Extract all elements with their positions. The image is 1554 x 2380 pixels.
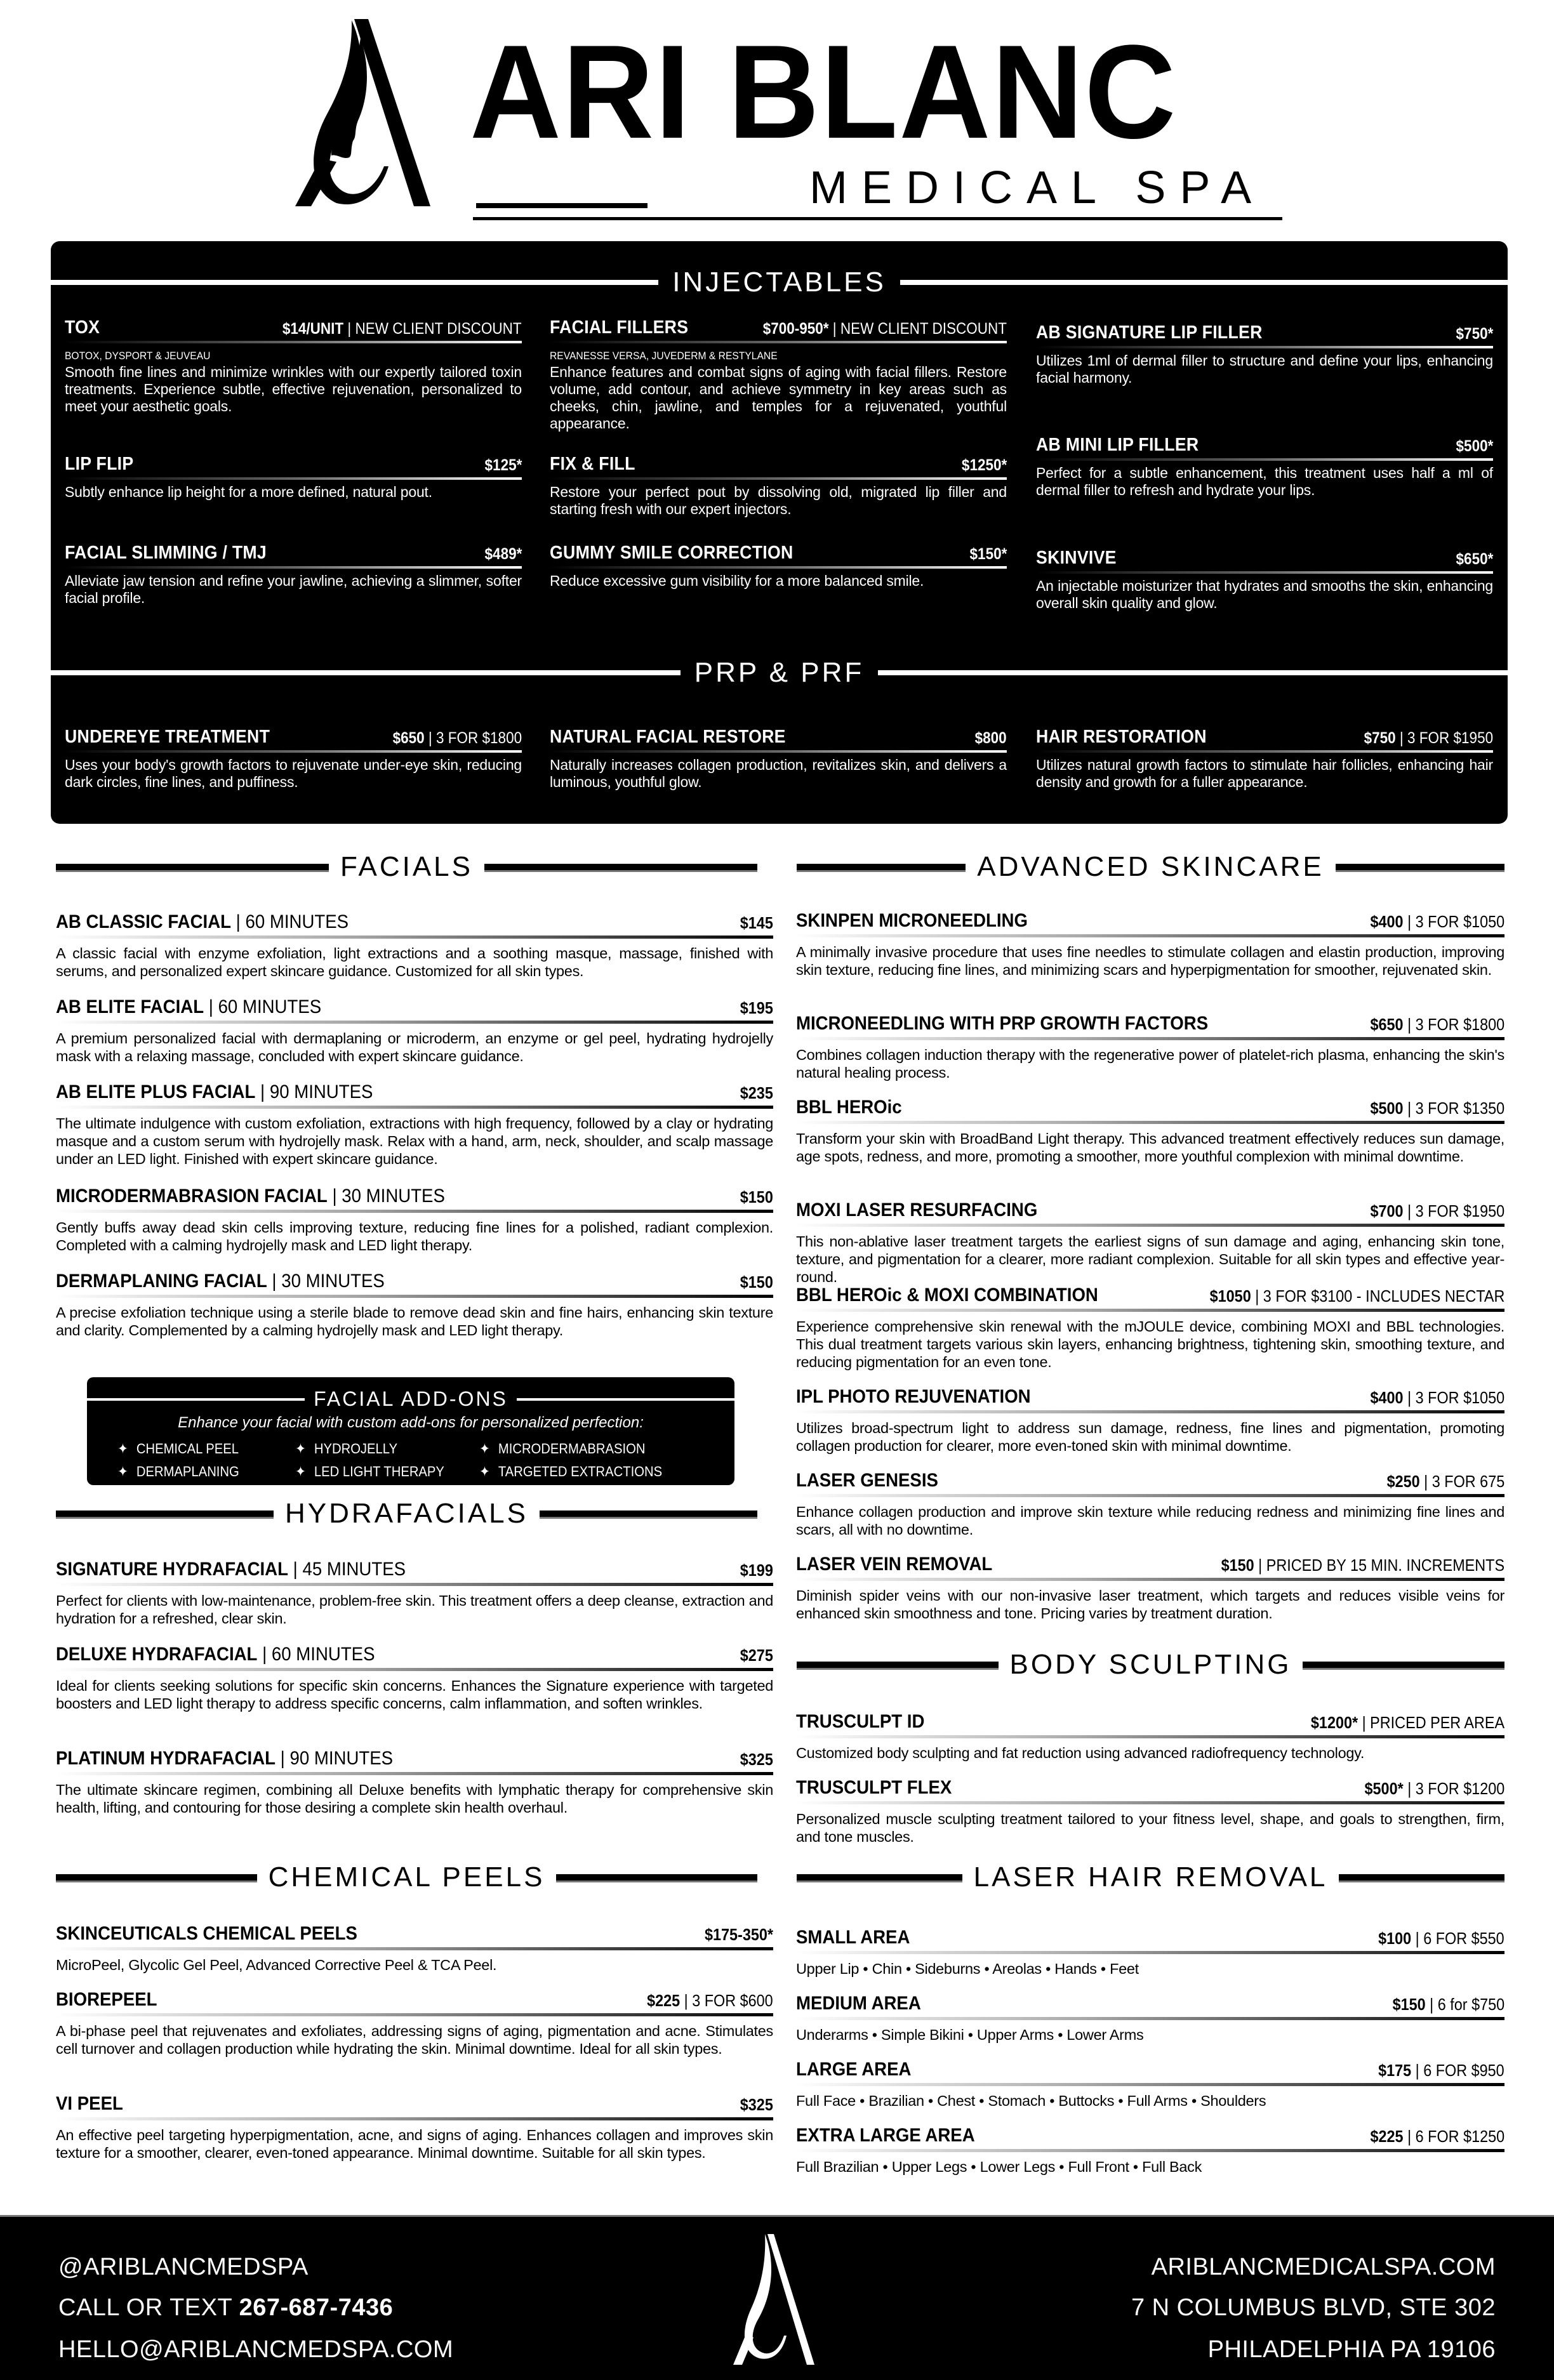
hydrafacials-heading: HYDRAFACIALS	[56, 1495, 757, 1533]
prp-heading: PRP & PRF	[51, 654, 1508, 692]
contact-footer	[0, 2215, 1554, 2380]
service-description: An effective peel targeting hyperpigmentation, acne, and signs of aging. Enhances collagen and improves skin texture for a smoother, clearer, even-toned appearance. Minimal downtime. Suitable for all skin types.	[56, 2127, 773, 2161]
service-brands: BOTOX, DYSPORT & JEUVEAU	[65, 350, 211, 362]
service-name: AB MINI LIP FILLER	[1036, 435, 1199, 455]
service-price: $175 | 6 FOR $950	[1378, 2061, 1504, 2080]
divider	[900, 280, 1508, 285]
divider	[878, 670, 1508, 675]
service-price: $150 | PRICED BY 15 MIN. INCREMENTS	[1221, 1556, 1504, 1575]
service-item	[56, 911, 773, 980]
service-name: TRUSCULPT ID	[796, 1711, 925, 1732]
service-item	[796, 1711, 1504, 1762]
laser-hair-removal-heading: LASER HAIR REMOVAL	[797, 1858, 1504, 1896]
service-description: Restore your perfect pout by dissolving old, migrated lip filler and starting fresh with our expert injectors.	[550, 484, 1007, 517]
service-name: LASER VEIN REMOVAL	[796, 1554, 993, 1575]
service-description: A premium personalized facial with dermaplaning or microderm, an enzyme or gel peel, hydrating hydrojelly mask with a relaxing massage, concluded with expert skincare guidance.	[56, 1030, 773, 1064]
divider	[797, 864, 966, 870]
service-name: SKINVIVE	[1036, 548, 1117, 568]
service-description: Transform your skin with BroadBand Light therapy. This advanced treatment effectively reduces sun damage, age spots, redness, and more, promoting a smoother, more youthful complexion with minimal downtime.	[796, 1130, 1504, 1165]
a-face-silhouette-logo-icon	[721, 2233, 828, 2369]
service-name: TRUSCULPT FLEX	[796, 1777, 952, 1798]
service-price: $500 | 3 FOR $1350	[1370, 1099, 1504, 1118]
chemical-peels-heading: CHEMICAL PEELS	[56, 1858, 757, 1896]
addon-item: ✦ TARGETED EXTRACTIONS	[479, 1464, 663, 1479]
service-description: Personalized muscle sculpting treatment tailored to your fitness level, shape, and goals to strengthen, firm, and tone muscles.	[796, 1811, 1504, 1845]
service-description: Utilizes natural growth factors to stimulate hair follicles, enhancing hair density and growth for a fuller appearance.	[1036, 757, 1493, 790]
service-name: LASER GENESIS	[796, 1470, 938, 1491]
service-item	[56, 1748, 773, 1816]
service-name: AB CLASSIC FACIAL | 60 MINUTES	[56, 911, 349, 932]
service-description: Customized body sculpting and fat reduction using advanced radiofrequency technology.	[796, 1745, 1365, 1761]
addons-list	[117, 1441, 682, 1480]
service-name: MOXI LASER RESURFACING	[796, 1200, 1038, 1220]
injectables-heading: INJECTABLES	[51, 263, 1508, 301]
service-price: $1200* | PRICED PER AREA	[1310, 1713, 1504, 1732]
brand-title: ARI BLANC	[470, 17, 1178, 166]
service-description: MicroPeel, Glycolic Gel Peel, Advanced Corrective Peel & TCA Peel.	[56, 1957, 497, 1973]
service-price: $700 | 3 FOR $1950	[1370, 1201, 1504, 1220]
service-name: AB ELITE FACIAL | 60 MINUTES	[56, 996, 322, 1017]
service-name: LIP FLIP	[65, 454, 134, 474]
service-price: $489*	[484, 545, 522, 563]
service-brands: REVANESSE VERSA, JUVEDERM & RESTYLANE	[550, 350, 778, 362]
service-item	[796, 910, 1504, 979]
service-name: VI PEEL	[56, 2093, 123, 2114]
service-price: $800	[974, 729, 1007, 747]
service-description: Naturally increases collagen production, revitalizes skin, and delivers a luminous, youthful glow.	[550, 757, 1007, 790]
service-price: $700-950* | NEW CLIENT DISCOUNT	[762, 320, 1007, 338]
body-sculpting-heading: BODY SCULPTING	[797, 1646, 1504, 1684]
service-price: $400 | 3 FOR $1050	[1370, 912, 1504, 931]
service-description: Combines collagen induction therapy with the regenerative power of platelet-rich plasma, enhancing the skin's natural healing process.	[796, 1047, 1504, 1081]
service-price: $199	[740, 1561, 773, 1580]
service-item	[1036, 435, 1493, 499]
service-description: Subtly enhance lip height for a more defined, natural pout.	[65, 484, 432, 500]
email-link[interactable]: HELLO@ARIBLANCMEDSPA.COM	[58, 2336, 454, 2363]
service-name: SKINPEN MICRONEEDLING	[796, 910, 1028, 931]
divider	[484, 864, 757, 870]
service-price: $325	[740, 1750, 773, 1769]
divider	[1336, 864, 1504, 870]
service-price: $400 | 3 FOR $1050	[1370, 1388, 1504, 1407]
divider	[556, 1874, 757, 1881]
service-name: MEDIUM AREA	[796, 1993, 921, 2014]
service-name: BBL HEROic & MOXI COMBINATION	[796, 1285, 1098, 1306]
service-description: Uses your body's growth factors to rejuvenate under-eye skin, reducing dark circles, fine lines, and puffiness.	[65, 757, 522, 790]
service-name: AB ELITE PLUS FACIAL | 90 MINUTES	[56, 1081, 373, 1102]
addons-heading: FACIAL ADD-ONS	[87, 1387, 734, 1411]
service-item	[56, 1271, 773, 1339]
service-description: Experience comprehensive skin renewal with the mJOULE device, combining MOXI and BBL technologies. This dual treatment targets various skin layers, enhancing brightness, tightening skin, smoothing texture, and reducing pigmentation for an even tone.	[796, 1318, 1504, 1370]
advanced-skincare-heading: ADVANCED SKINCARE	[797, 848, 1504, 886]
service-item	[796, 1013, 1504, 1081]
service-item	[796, 1777, 1504, 1846]
service-description: An injectable moisturizer that hydrates and smooths the skin, enhancing overall skin quality and glow.	[1036, 578, 1493, 611]
facials-heading: FACIALS	[56, 848, 757, 886]
service-item	[550, 317, 1007, 432]
service-item	[56, 1989, 773, 2058]
service-name: LARGE AREA	[796, 2059, 912, 2080]
divider	[56, 864, 329, 870]
service-item	[550, 543, 1007, 590]
service-price: $750*	[1456, 325, 1493, 343]
four-point-star-icon: ✦	[295, 1464, 306, 1479]
service-price: $145	[740, 913, 773, 932]
service-name: FACIAL FILLERS	[550, 317, 689, 338]
service-price: $750 | 3 FOR $1950	[1364, 729, 1493, 747]
service-price: $500*	[1456, 437, 1493, 455]
divider	[797, 1874, 962, 1881]
service-price: $150*	[969, 545, 1007, 563]
service-name: FACIAL SLIMMING / TMJ	[65, 543, 267, 563]
addon-item: ✦ MICRODERMABRASION	[479, 1441, 646, 1457]
address-line-1: 7 N COLUMBUS BLVD, STE 302	[1131, 2294, 1496, 2321]
service-description: Utilizes 1ml of dermal filler to structure and define your lips, enhancing facial harmony.	[1036, 352, 1493, 386]
service-item	[796, 1200, 1504, 1286]
service-price: $150 | 6 for $750	[1392, 1995, 1504, 2014]
brand-header	[292, 17, 1282, 213]
service-price: $650 | 3 FOR $1800	[1370, 1015, 1504, 1034]
service-item	[796, 2125, 1504, 2176]
service-price: $125*	[484, 456, 522, 474]
service-item	[56, 1923, 773, 1974]
social-handle-link[interactable]: @ARIBLANCMEDSPA	[58, 2254, 309, 2280]
four-point-star-icon: ✦	[295, 1441, 306, 1457]
service-price: $1050 | 3 FOR $3100 - INCLUDES NECTAR	[1209, 1286, 1504, 1306]
service-price: $500* | 3 FOR $1200	[1364, 1779, 1504, 1798]
four-point-star-icon: ✦	[479, 1464, 490, 1479]
service-price: $275	[740, 1646, 773, 1665]
divider	[797, 1662, 999, 1668]
four-point-star-icon: ✦	[117, 1441, 128, 1457]
service-name: PLATINUM HYDRAFACIAL | 90 MINUTES	[56, 1748, 394, 1769]
divider	[51, 670, 681, 675]
service-price: $14/UNIT | NEW CLIENT DISCOUNT	[282, 320, 522, 338]
service-price: $225 | 6 FOR $1250	[1370, 2127, 1504, 2146]
service-item	[796, 1993, 1504, 2044]
service-price: $1250*	[961, 456, 1007, 474]
addon-item: ✦ CHEMICAL PEEL	[117, 1441, 239, 1457]
service-price: $225 | 3 FOR $600	[647, 1991, 773, 2010]
four-point-star-icon: ✦	[117, 1464, 128, 1479]
service-item	[56, 1644, 773, 1712]
service-description: A minimally invasive procedure that uses fine needles to stimulate collagen and elastin production, improving skin texture, reducing fine lines, and minimizing scars and hyperpigmentation for smoother, rejuvenated skin.	[796, 944, 1504, 978]
service-price: $195	[740, 998, 773, 1017]
service-price: $250 | 3 FOR 675	[1386, 1472, 1504, 1491]
service-item	[65, 317, 522, 415]
service-name: NATURAL FACIAL RESTORE	[550, 727, 786, 747]
service-item	[56, 1559, 773, 1627]
service-description: Reduce excessive gum visibility for a more balanced smile.	[550, 572, 924, 589]
service-areas: Upper Lip • Chin • Sideburns • Areolas • Hands • Feet	[796, 1960, 1139, 1977]
service-name: BBL HEROic	[796, 1097, 902, 1118]
four-point-star-icon: ✦	[479, 1441, 490, 1457]
service-item	[796, 2059, 1504, 2110]
service-name: TOX	[65, 317, 100, 338]
service-item	[1036, 548, 1493, 612]
service-item	[796, 1554, 1504, 1622]
service-description: This non-ablative laser treatment targets the earliest signs of sun damage and aging, enhancing skin tone, texture, and pigmentation for a clearer, more radiant complexion. Suitable for all skin types and effective year-round.	[796, 1233, 1504, 1285]
divider	[56, 1874, 257, 1881]
service-description: Enhance features and combat signs of aging with facial fillers. Restore volume, add contour, and achieve symmetry in key areas such as cheeks, chin, jawline, and temples for a rejuvenated, youthful appearance.	[550, 364, 1007, 432]
service-name: BIOREPEEL	[56, 1989, 157, 2010]
service-description: The ultimate indulgence with custom exfoliation, extractions with high frequency, followed by a clay or hydrating masque and a custom serum with hydrojelly mask. Relax with a hand, arm, neck, shoulder, and scalp massage under an LED light. Finished with expert skincare guidance.	[56, 1115, 773, 1167]
service-name: FIX & FILL	[550, 454, 635, 474]
service-description: A classic facial with enzyme exfoliation, light extractions and a soothing masque, massage, finished with serums, and personalized expert skincare guidance. Customized for all skin types.	[56, 945, 773, 979]
service-item	[796, 1097, 1504, 1165]
service-areas: Underarms • Simple Bikini • Upper Arms • Lower Arms	[796, 2026, 1144, 2043]
service-description: The ultimate skincare regimen, combining all Deluxe benefits with lymphatic therapy for comprehensive skin health, lifting, and contouring for those desiring a complete skin health overhaul.	[56, 1782, 773, 1816]
service-item	[550, 727, 1007, 791]
service-description: Perfect for a subtle enhancement, this treatment uses half a ml of dermal filler to refresh and hydrate your lips.	[1036, 465, 1493, 498]
addon-item: ✦ DERMAPLANING	[117, 1464, 239, 1479]
service-name: UNDEREYE TREATMENT	[65, 727, 270, 747]
service-name: DELUXE HYDRAFACIAL | 60 MINUTES	[56, 1644, 375, 1665]
divider	[517, 1398, 734, 1401]
service-item	[796, 1285, 1504, 1371]
service-description: Utilizes broad-spectrum light to address sun damage, redness, fine lines and pigmentation, promoting collagen production for clearer, more even-toned skin with minimal downtime.	[796, 1420, 1504, 1454]
injectables-panel	[51, 241, 1508, 824]
phone-number[interactable]: 267-687-7436	[239, 2294, 394, 2321]
a-face-silhouette-logo-icon	[292, 19, 457, 209]
service-price: $325	[740, 2095, 773, 2114]
service-description: Smooth fine lines and minimize wrinkles with our expertly tailored toxin treatments. Experience subtle, effective rejuvenation, personalized to meet your aesthetic goals.	[65, 364, 522, 414]
service-item	[1036, 727, 1493, 791]
divider	[1339, 1874, 1504, 1881]
facial-addons-box	[87, 1377, 734, 1485]
service-item	[796, 1927, 1504, 1978]
addon-item: ✦ LED LIGHT THERAPY	[295, 1464, 444, 1479]
divider	[1303, 1662, 1504, 1668]
service-price: $175-350*	[705, 1925, 773, 1944]
service-price: $150	[740, 1273, 773, 1292]
service-name: DERMAPLANING FACIAL | 30 MINUTES	[56, 1271, 385, 1292]
service-price: $650 | 3 FOR $1800	[392, 729, 522, 747]
website-link[interactable]: ARIBLANCMEDICALSPA.COM	[1151, 2254, 1496, 2280]
service-description: A precise exfoliation technique using a sterile blade to remove dead skin and fine hairs, enhancing skin texture and clarity. Complemented by a calming hydrojelly mask and LED light therapy.	[56, 1304, 773, 1339]
service-price: $100 | 6 FOR $550	[1378, 1929, 1504, 1948]
service-item	[56, 1186, 773, 1254]
addons-tagline: Enhance your facial with custom add-ons for personalized perfection:	[178, 1414, 644, 1431]
service-item	[65, 727, 522, 791]
brand-rule-short	[476, 203, 648, 208]
service-description: Gently buffs away dead skin cells improving texture, reducing fine lines for a polished, radiant complexion. Completed with a calming hydrojelly mask and LED light therapy.	[56, 1219, 773, 1253]
service-price: $235	[740, 1083, 773, 1102]
service-areas: Full Brazilian • Upper Legs • Lower Legs • Full Front • Full Back	[796, 2159, 1202, 2175]
service-name: HAIR RESTORATION	[1036, 727, 1207, 747]
divider	[87, 1398, 305, 1401]
service-item	[550, 454, 1007, 518]
brand-subtitle: MEDICAL SPA	[809, 162, 1266, 213]
service-price: $650*	[1456, 550, 1493, 568]
brand-rule-long	[473, 217, 1282, 220]
service-name: MICRODERMABRASION FACIAL | 30 MINUTES	[56, 1186, 445, 1207]
service-item	[1036, 322, 1493, 387]
service-name: MICRONEEDLING WITH PRP GROWTH FACTORS	[796, 1013, 1209, 1034]
service-name: AB SIGNATURE LIP FILLER	[1036, 322, 1263, 343]
service-description: Perfect for clients with low-maintenance, problem-free skin. This treatment offers a deep cleanse, extraction and hydration for a refreshed, clear skin.	[56, 1592, 773, 1627]
service-name: GUMMY SMILE CORRECTION	[550, 543, 794, 563]
service-item	[56, 1081, 773, 1168]
address-line-2: PHILADELPHIA PA 19106	[1207, 2336, 1496, 2363]
service-item	[56, 2093, 773, 2162]
service-description: Enhance collagen production and improve skin texture while reducing redness and minimizing fine lines and scars, all with no downtime.	[796, 1504, 1504, 1538]
service-description: Alleviate jaw tension and refine your jawline, achieving a slimmer, softer facial profile.	[65, 572, 522, 606]
service-price: $150	[740, 1187, 773, 1207]
phone-line[interactable]: CALL OR TEXT 267-687-7436	[58, 2294, 394, 2321]
service-name: EXTRA LARGE AREA	[796, 2125, 975, 2146]
service-name: SIGNATURE HYDRAFACIAL | 45 MINUTES	[56, 1559, 406, 1580]
service-name: IPL PHOTO REJUVENATION	[796, 1386, 1031, 1407]
service-item	[65, 543, 522, 607]
divider	[56, 1511, 274, 1517]
service-item	[796, 1386, 1504, 1455]
divider	[540, 1511, 757, 1517]
addon-item: ✦ HYDROJELLY	[295, 1441, 398, 1457]
service-item	[56, 996, 773, 1065]
service-item	[65, 454, 522, 501]
service-item	[796, 1470, 1504, 1538]
service-name: SKINCEUTICALS CHEMICAL PEELS	[56, 1923, 357, 1944]
divider	[51, 280, 658, 285]
service-description: Diminish spider veins with our non-invasive laser treatment, which targets and reduces visible veins for enhanced skin smoothness and tone. Pricing varies by treatment duration.	[796, 1587, 1504, 1622]
service-name: SMALL AREA	[796, 1927, 910, 1948]
service-description: Ideal for clients seeking solutions for specific skin concerns. Enhances the Signature experience with targeted boosters and LED light therapy to address specific concerns, calm inflammation, and soften wrinkles.	[56, 1677, 773, 1712]
service-areas: Full Face • Brazilian • Chest • Stomach • Buttocks • Full Arms • Shoulders	[796, 2092, 1266, 2109]
service-description: A bi-phase peel that rejuvenates and exfoliates, addressing signs of aging, pigmentation and acne. Stimulates cell turnover and collagen production while hydrating the skin. Minimal downtime. Ideal for all skin types.	[56, 2023, 773, 2057]
